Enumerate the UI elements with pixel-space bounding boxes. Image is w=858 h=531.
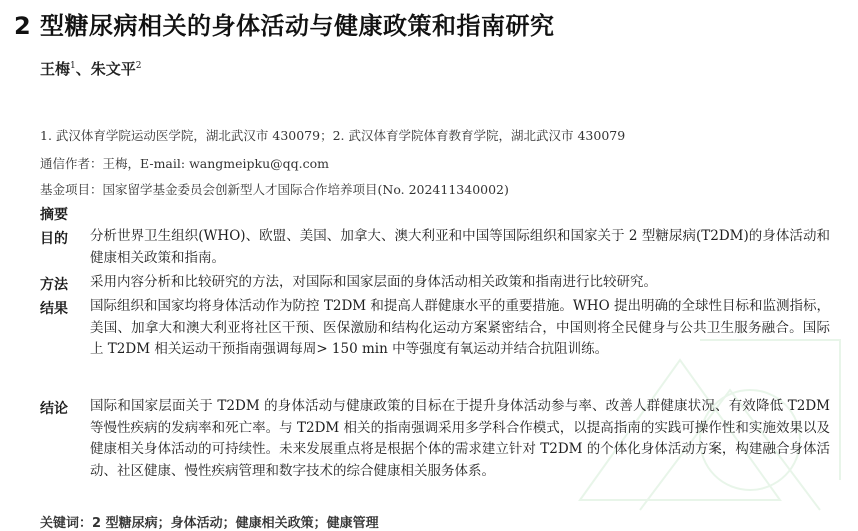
author-name: 王梅 [40,60,71,78]
section-label-results: 结果 [40,301,68,317]
section-label-conclusion: 结论 [40,401,68,417]
author-affiliation-marker: 1 [70,61,76,71]
author-name: 朱文平 [90,60,136,78]
abstract-heading: 摘要 [40,207,68,223]
section-text-conclusion: 国际和国家层面关于 T2DM 的身体活动与健康政策的目标在于提升身体活动参与率、改善人群健康状况、有效降低 T2DM 等慢性疾病的发病率和死亡率。与 T2DM 相关的指南强调采用多学科合作模式，以提高指南的实践可操作性和实施效果以及健康相关身体活动的可持续性。未来发展重点将是根据个体的需求建立针对 T2DM 的个体化身体活动方案，构建融合身体活动、社区健康、慢性疾病管理和数字技术的综合健康相关服务体系。 [90,398,830,479]
correspondence: 通信作者：王梅，E-mail: wangmeipku@qq.com [40,156,330,171]
section-text-methods: 采用内容分析和比较研究的方法，对国际和国家层面的身体活动相关政策和指南进行比较研究。 [90,274,657,290]
section-label-objective: 目的 [40,231,68,247]
section-text-objective: 分析世界卫生组织(WHO)、欧盟、美国、加拿大、澳大利亚和中国等国际组织和国家关于 2 型糖尿病(T2DM)的身体活动和健康相关政策和指南。 [90,228,830,266]
funding: 基金项目：国家留学基金委员会创新型人才国际合作培养项目(No. 202411340002) [40,182,509,197]
keywords-line: 关键词：2 型糖尿病；身体活动；健康相关政策；健康管理 [40,516,379,531]
paper-title: 2 型糖尿病相关的身体活动与健康政策和指南研究 [14,12,555,40]
author-separator: 、 [75,60,91,78]
section-label-methods: 方法 [40,277,68,293]
author-affiliation-marker: 2 [135,61,142,71]
section-text-results: 国际组织和国家均将身体活动作为防控 T2DM 和提高人群健康水平的重要措施。WHO 提出明确的全球性目标和监测指标，美国、加拿大和澳大利亚将社区干预、医保激励和结构化运动方案紧密结合，中国则将全民健身与公共卫生服务融合。国际上 T2DM 相关运动干预指南强调每周> 150 min 中等强度有氧运动并结合抗阻训练。 [90,298,830,357]
author-line [40,58,142,79]
affiliations: 1. 武汉体育学院运动医学院，湖北武汉市 430079；2. 武汉体育学院体育教育学院，湖北武汉市 430079 [40,128,626,143]
